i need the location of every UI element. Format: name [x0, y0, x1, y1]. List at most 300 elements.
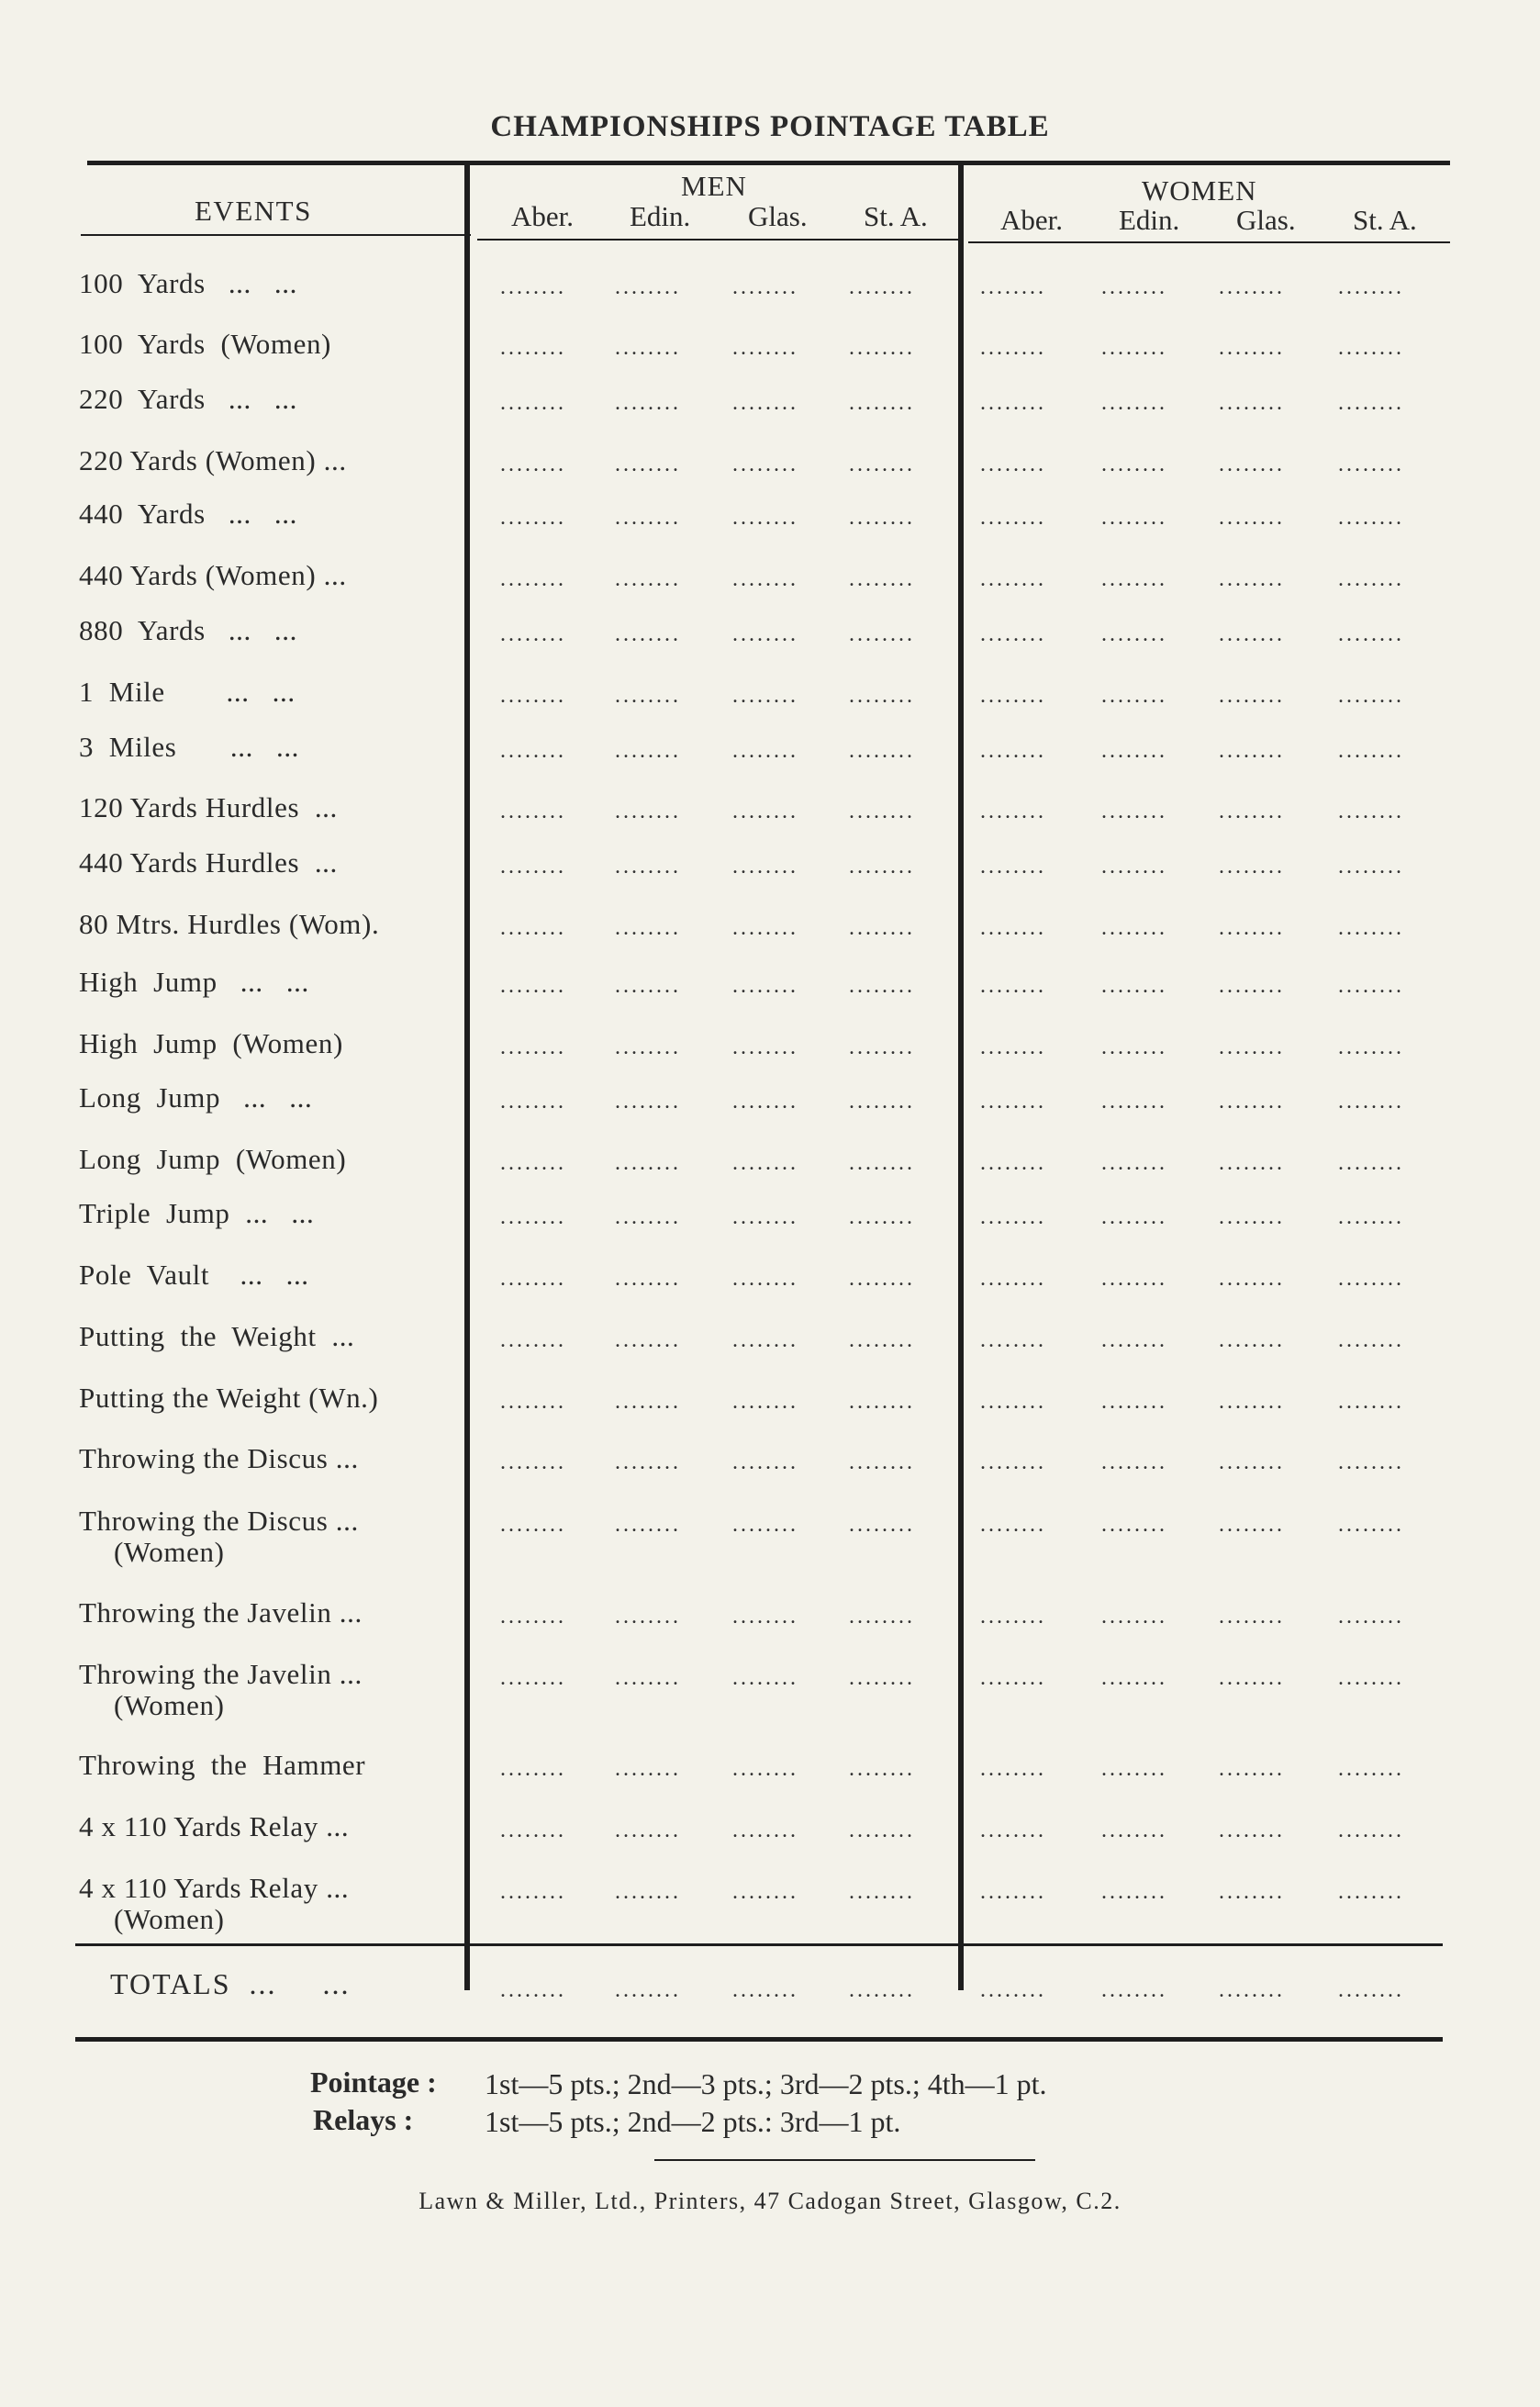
event-name: 4 x 110 Yards Relay ... [79, 1872, 350, 1904]
women-score-blank: ........ [1219, 1513, 1285, 1537]
women-score-blank: ........ [1219, 622, 1285, 646]
event-label [79, 1028, 343, 1059]
event-name: 1 Mile ... ... [79, 676, 296, 708]
event-label [79, 1198, 314, 1229]
women-score-blank: ........ [1101, 1666, 1167, 1690]
men-score-blank: ........ [615, 739, 681, 763]
women-score-blank: ........ [980, 1205, 1046, 1229]
events-header: EVENTS [195, 195, 312, 227]
event-name: 80 Mtrs. Hurdles (Wom). [79, 908, 380, 940]
men-score-blank: ........ [615, 1513, 681, 1537]
men-score-blank: ........ [732, 1205, 798, 1229]
women-score-blank: ........ [1101, 916, 1167, 940]
event-label [79, 1321, 354, 1352]
men-header: MEN [681, 170, 747, 202]
event-name: Throwing the Javelin ... [79, 1596, 363, 1629]
men-score-blank: ........ [732, 1880, 798, 1904]
women-score-blank: ........ [980, 974, 1046, 998]
women-score-blank: ........ [1338, 1450, 1404, 1474]
men-score-blank: ........ [732, 739, 798, 763]
women-score-blank: ........ [1219, 1605, 1285, 1629]
women-score-blank: ........ [1219, 453, 1285, 476]
men-score-blank: ........ [732, 974, 798, 998]
men-score-blank: ........ [849, 739, 915, 763]
women-score-blank: ........ [1101, 1090, 1167, 1114]
men-score-blank: ........ [849, 1513, 915, 1537]
men-score-blank: ........ [732, 453, 798, 476]
women-score-blank: ........ [1219, 567, 1285, 591]
men-score-blank: ........ [732, 1513, 798, 1537]
women-score-blank: ........ [1101, 1605, 1167, 1629]
men-score-blank: ........ [849, 506, 915, 530]
women-score-blank: ........ [1101, 1390, 1167, 1414]
women-score-blank: ........ [1219, 1205, 1285, 1229]
men-score-blank: ........ [615, 1390, 681, 1414]
men-score-blank: ........ [732, 1267, 798, 1291]
men-score-blank: ........ [732, 506, 798, 530]
men-score-blank: ........ [849, 916, 915, 940]
women-score-blank: ........ [1219, 1151, 1285, 1175]
women-score-blank: ........ [980, 567, 1046, 591]
women-score-blank: ........ [980, 1880, 1046, 1904]
men-score-blank: ........ [849, 567, 915, 591]
men-score-blank: ........ [732, 800, 798, 823]
event-label [79, 1259, 309, 1291]
women-score-blank: ........ [1338, 1267, 1404, 1291]
men-score-blank: ........ [500, 916, 566, 940]
women-score-blank: ........ [1338, 567, 1404, 591]
men-total-blank: ........ [849, 1978, 915, 2002]
women-score-blank: ........ [1219, 1757, 1285, 1781]
women-score-blank: ........ [980, 684, 1046, 708]
men-score-blank: ........ [732, 1151, 798, 1175]
event-label [79, 909, 379, 940]
men-score-blank: ........ [615, 506, 681, 530]
women-score-blank: ........ [980, 739, 1046, 763]
women-score-blank: ........ [1101, 1036, 1167, 1059]
women-score-blank: ........ [1338, 1666, 1404, 1690]
men-score-blank: ........ [615, 684, 681, 708]
men-score-blank: ........ [849, 1036, 915, 1059]
event-name: Triple Jump ... ... [79, 1197, 315, 1229]
event-subtitle: (Women) [114, 1536, 225, 1568]
men-score-blank: ........ [615, 1205, 681, 1229]
men-score-blank: ........ [849, 1151, 915, 1175]
event-name: 100 Yards ... ... [79, 267, 297, 299]
event-label [79, 732, 299, 763]
women-score-blank: ........ [1338, 855, 1404, 879]
women-score-blank: ........ [1219, 1666, 1285, 1690]
women-score-blank: ........ [980, 1450, 1046, 1474]
totals-label: TOTALS ... ... [110, 1967, 351, 2000]
men-score-blank: ........ [500, 855, 566, 879]
women-score-blank: ........ [980, 1151, 1046, 1175]
men-total-blank: ........ [732, 1978, 798, 2002]
men-header-rule [477, 239, 959, 241]
men-score-blank: ........ [500, 622, 566, 646]
women-col-edin: Edin. [1119, 204, 1180, 236]
divider-events-men [464, 163, 470, 1990]
women-total-blank: ........ [1101, 1978, 1167, 2002]
event-subtitle: (Women) [114, 1689, 225, 1721]
women-score-blank: ........ [1219, 800, 1285, 823]
women-score-blank: ........ [1101, 453, 1167, 476]
women-score-blank: ........ [980, 336, 1046, 360]
men-col-edin: Edin. [630, 200, 691, 232]
event-name: 4 x 110 Yards Relay ... [79, 1810, 350, 1842]
women-score-blank: ........ [1338, 391, 1404, 415]
women-score-blank: ........ [1338, 1390, 1404, 1414]
men-score-blank: ........ [500, 974, 566, 998]
event-name: Long Jump (Women) [79, 1143, 347, 1175]
events-header-rule [81, 234, 471, 236]
pointage-text: 1st—5 pts.; 2nd—3 pts.; 3rd—2 pts.; 4th—1 pt. [485, 2067, 1047, 2100]
men-score-blank: ........ [500, 567, 566, 591]
women-score-blank: ........ [1219, 275, 1285, 299]
men-score-blank: ........ [615, 855, 681, 879]
pointage-label: Pointage : [310, 2066, 437, 2099]
men-score-blank: ........ [849, 275, 915, 299]
event-label [79, 445, 347, 476]
men-score-blank: ........ [849, 974, 915, 998]
men-score-blank: ........ [500, 739, 566, 763]
men-score-blank: ........ [500, 1819, 566, 1842]
men-score-blank: ........ [732, 567, 798, 591]
women-score-blank: ........ [1338, 1819, 1404, 1842]
men-score-blank: ........ [615, 1036, 681, 1059]
men-score-blank: ........ [732, 1090, 798, 1114]
men-score-blank: ........ [615, 1328, 681, 1352]
women-score-blank: ........ [1219, 739, 1285, 763]
men-score-blank: ........ [500, 1036, 566, 1059]
men-score-blank: ........ [849, 855, 915, 879]
event-name: Putting the Weight (Wn.) [79, 1382, 379, 1414]
women-score-blank: ........ [980, 1390, 1046, 1414]
men-score-blank: ........ [615, 622, 681, 646]
women-score-blank: ........ [1101, 1151, 1167, 1175]
men-score-blank: ........ [500, 506, 566, 530]
women-score-blank: ........ [980, 1666, 1046, 1690]
event-label [79, 268, 297, 299]
men-score-blank: ........ [615, 1605, 681, 1629]
women-score-blank: ........ [1101, 622, 1167, 646]
women-score-blank: ........ [1101, 1328, 1167, 1352]
men-score-blank: ........ [732, 336, 798, 360]
women-col-sta: St. A. [1353, 204, 1417, 236]
event-label [79, 1082, 312, 1114]
women-score-blank: ........ [1101, 1819, 1167, 1842]
men-score-blank: ........ [732, 916, 798, 940]
men-score-blank: ........ [732, 275, 798, 299]
printer-imprint: Lawn & Miller, Ltd., Printers, 47 Cadogan Street, Glasgow, C.2. [418, 2188, 1122, 2214]
women-score-blank: ........ [1101, 800, 1167, 823]
women-score-blank: ........ [1219, 916, 1285, 940]
men-score-blank: ........ [615, 391, 681, 415]
women-score-blank: ........ [1338, 800, 1404, 823]
women-score-blank: ........ [1338, 739, 1404, 763]
men-score-blank: ........ [849, 453, 915, 476]
women-score-blank: ........ [980, 1757, 1046, 1781]
men-score-blank: ........ [615, 336, 681, 360]
men-score-blank: ........ [732, 1819, 798, 1842]
women-total-blank: ........ [1219, 1978, 1285, 2002]
men-score-blank: ........ [500, 800, 566, 823]
women-score-blank: ........ [1219, 1819, 1285, 1842]
men-score-blank: ........ [849, 391, 915, 415]
women-score-blank: ........ [980, 916, 1046, 940]
men-score-blank: ........ [500, 453, 566, 476]
men-score-blank: ........ [500, 1605, 566, 1629]
women-score-blank: ........ [1219, 336, 1285, 360]
event-name: High Jump ... ... [79, 966, 309, 998]
divider-men-women [958, 163, 964, 1990]
men-score-blank: ........ [615, 800, 681, 823]
women-score-blank: ........ [980, 275, 1046, 299]
women-score-blank: ........ [1101, 275, 1167, 299]
event-label [79, 1443, 359, 1474]
men-score-blank: ........ [615, 916, 681, 940]
event-label [79, 1597, 363, 1629]
men-score-blank: ........ [849, 1328, 915, 1352]
women-score-blank: ........ [1338, 916, 1404, 940]
men-score-blank: ........ [500, 1513, 566, 1537]
women-col-glas: Glas. [1236, 204, 1296, 236]
men-score-blank: ........ [500, 1267, 566, 1291]
women-score-blank: ........ [1219, 1880, 1285, 1904]
men-score-blank: ........ [615, 1450, 681, 1474]
event-label [79, 1383, 378, 1414]
women-score-blank: ........ [1101, 336, 1167, 360]
women-score-blank: ........ [1338, 1513, 1404, 1537]
event-label [79, 967, 309, 998]
men-score-blank: ........ [849, 1880, 915, 1904]
women-score-blank: ........ [1219, 1090, 1285, 1114]
women-score-blank: ........ [1219, 1328, 1285, 1352]
men-score-blank: ........ [732, 622, 798, 646]
event-name: Throwing the Javelin ... [79, 1658, 363, 1690]
men-score-blank: ........ [849, 622, 915, 646]
women-total-blank: ........ [1338, 1978, 1404, 2002]
event-subtitle: (Women) [114, 1903, 225, 1935]
men-score-blank: ........ [500, 1390, 566, 1414]
men-score-blank: ........ [732, 1666, 798, 1690]
women-score-blank: ........ [980, 391, 1046, 415]
women-score-blank: ........ [980, 1090, 1046, 1114]
women-score-blank: ........ [980, 622, 1046, 646]
men-score-blank: ........ [849, 336, 915, 360]
women-score-blank: ........ [980, 800, 1046, 823]
event-name: 220 Yards (Women) ... [79, 444, 347, 476]
event-name: 440 Yards Hurdles ... [79, 846, 338, 879]
women-score-blank: ........ [980, 1328, 1046, 1352]
women-score-blank: ........ [1101, 506, 1167, 530]
men-score-blank: ........ [849, 1267, 915, 1291]
event-name: Throwing the Discus ... [79, 1505, 359, 1537]
men-score-blank: ........ [615, 1666, 681, 1690]
women-score-blank: ........ [980, 1605, 1046, 1629]
women-header-rule [968, 241, 1450, 243]
women-score-blank: ........ [980, 1819, 1046, 1842]
footer-rule [654, 2159, 1035, 2161]
women-score-blank: ........ [1101, 1450, 1167, 1474]
men-total-blank: ........ [500, 1978, 566, 2002]
men-score-blank: ........ [849, 1205, 915, 1229]
event-label [79, 1750, 365, 1781]
women-score-blank: ........ [980, 506, 1046, 530]
men-score-blank: ........ [500, 684, 566, 708]
event-label [79, 847, 338, 879]
women-score-blank: ........ [1219, 684, 1285, 708]
women-score-blank: ........ [1219, 1450, 1285, 1474]
event-label [79, 1873, 349, 1935]
women-score-blank: ........ [1101, 739, 1167, 763]
men-score-blank: ........ [615, 1880, 681, 1904]
women-score-blank: ........ [1338, 1090, 1404, 1114]
event-label [79, 615, 297, 646]
women-score-blank: ........ [1219, 974, 1285, 998]
women-score-blank: ........ [1338, 1605, 1404, 1629]
men-score-blank: ........ [500, 1757, 566, 1781]
event-label [79, 792, 338, 823]
men-score-blank: ........ [500, 1090, 566, 1114]
women-score-blank: ........ [1219, 855, 1285, 879]
women-score-blank: ........ [1101, 684, 1167, 708]
women-score-blank: ........ [1338, 275, 1404, 299]
men-score-blank: ........ [849, 1819, 915, 1842]
men-score-blank: ........ [732, 1757, 798, 1781]
men-score-blank: ........ [849, 800, 915, 823]
women-score-blank: ........ [1219, 1036, 1285, 1059]
men-score-blank: ........ [500, 1328, 566, 1352]
event-label [79, 1659, 363, 1721]
men-score-blank: ........ [500, 1880, 566, 1904]
men-score-blank: ........ [732, 1328, 798, 1352]
event-name: 220 Yards ... ... [79, 383, 297, 415]
top-rule [87, 161, 1450, 165]
event-name: 440 Yards ... ... [79, 498, 297, 530]
event-label [79, 329, 331, 360]
women-score-blank: ........ [1101, 1267, 1167, 1291]
men-score-blank: ........ [849, 1757, 915, 1781]
totals-rule [75, 1943, 1443, 1946]
men-score-blank: ........ [732, 391, 798, 415]
women-score-blank: ........ [1338, 453, 1404, 476]
men-score-blank: ........ [615, 275, 681, 299]
event-label [79, 1144, 346, 1175]
men-score-blank: ........ [615, 1267, 681, 1291]
women-header: WOMEN [1142, 174, 1257, 207]
women-score-blank: ........ [1101, 1880, 1167, 1904]
women-col-aber: Aber. [1000, 204, 1064, 236]
women-score-blank: ........ [1338, 684, 1404, 708]
women-score-blank: ........ [1338, 974, 1404, 998]
women-score-blank: ........ [1219, 506, 1285, 530]
women-score-blank: ........ [1101, 855, 1167, 879]
event-label [79, 677, 296, 708]
women-score-blank: ........ [1338, 1328, 1404, 1352]
event-name: 440 Yards (Women) ... [79, 559, 347, 591]
event-name: 100 Yards (Women) [79, 328, 331, 360]
men-score-blank: ........ [732, 1450, 798, 1474]
men-col-glas: Glas. [748, 200, 808, 232]
women-score-blank: ........ [1219, 391, 1285, 415]
event-name: 120 Yards Hurdles ... [79, 791, 338, 823]
men-score-blank: ........ [500, 1666, 566, 1690]
event-label [79, 1811, 349, 1842]
event-label [79, 560, 347, 591]
women-score-blank: ........ [980, 453, 1046, 476]
men-score-blank: ........ [615, 1090, 681, 1114]
event-name: Putting the Weight ... [79, 1320, 355, 1352]
event-name: Throwing the Discus ... [79, 1442, 359, 1474]
men-score-blank: ........ [500, 1450, 566, 1474]
men-score-blank: ........ [500, 336, 566, 360]
women-score-blank: ........ [1338, 1757, 1404, 1781]
men-col-sta: St. A. [864, 200, 928, 232]
women-score-blank: ........ [1338, 1205, 1404, 1229]
men-score-blank: ........ [615, 1757, 681, 1781]
women-score-blank: ........ [1101, 567, 1167, 591]
relays-label: Relays : [313, 2103, 414, 2136]
relays-text: 1st—5 pts.; 2nd—2 pts.: 3rd—1 pt. [485, 2105, 901, 2138]
women-score-blank: ........ [1219, 1267, 1285, 1291]
bottom-rule [75, 2037, 1443, 2042]
women-score-blank: ........ [980, 1513, 1046, 1537]
men-score-blank: ........ [849, 684, 915, 708]
men-score-blank: ........ [500, 1205, 566, 1229]
men-score-blank: ........ [615, 1151, 681, 1175]
men-score-blank: ........ [849, 1390, 915, 1414]
men-score-blank: ........ [732, 855, 798, 879]
women-score-blank: ........ [1101, 1513, 1167, 1537]
women-score-blank: ........ [1101, 1205, 1167, 1229]
women-score-blank: ........ [1338, 1151, 1404, 1175]
women-score-blank: ........ [980, 1267, 1046, 1291]
men-score-blank: ........ [500, 1151, 566, 1175]
women-score-blank: ........ [1101, 391, 1167, 415]
event-name: Long Jump ... ... [79, 1081, 313, 1114]
men-score-blank: ........ [732, 1036, 798, 1059]
page-title: CHAMPIONSHIPS POINTAGE TABLE [490, 110, 1050, 143]
men-score-blank: ........ [500, 391, 566, 415]
event-name: 3 Miles ... ... [79, 731, 300, 763]
women-score-blank: ........ [1338, 622, 1404, 646]
event-name: Throwing the Hammer [79, 1749, 366, 1781]
men-col-aber: Aber. [511, 200, 575, 232]
men-score-blank: ........ [732, 1390, 798, 1414]
men-score-blank: ........ [849, 1666, 915, 1690]
men-score-blank: ........ [849, 1090, 915, 1114]
women-score-blank: ........ [1338, 1880, 1404, 1904]
men-score-blank: ........ [732, 684, 798, 708]
women-score-blank: ........ [980, 1036, 1046, 1059]
men-score-blank: ........ [500, 275, 566, 299]
men-score-blank: ........ [849, 1605, 915, 1629]
women-score-blank: ........ [1101, 1757, 1167, 1781]
event-name: 880 Yards ... ... [79, 614, 297, 646]
event-label [79, 498, 297, 530]
women-score-blank: ........ [1101, 974, 1167, 998]
men-total-blank: ........ [615, 1978, 681, 2002]
men-score-blank: ........ [732, 1605, 798, 1629]
event-name: High Jump (Women) [79, 1027, 343, 1059]
women-score-blank: ........ [1219, 1390, 1285, 1414]
women-score-blank: ........ [1338, 336, 1404, 360]
men-score-blank: ........ [615, 974, 681, 998]
women-total-blank: ........ [980, 1978, 1046, 2002]
women-score-blank: ........ [980, 855, 1046, 879]
men-score-blank: ........ [615, 1819, 681, 1842]
